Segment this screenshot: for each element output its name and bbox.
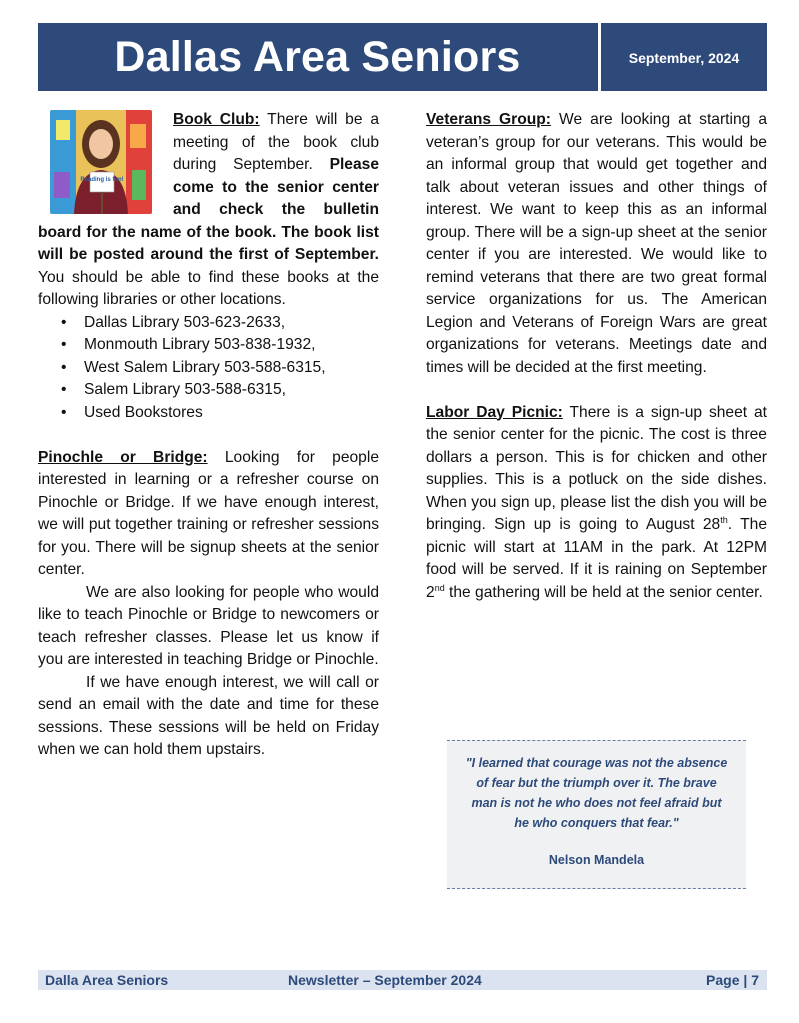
picnic-heading: Labor Day Picnic: <box>426 403 563 421</box>
photo-spacer <box>38 109 173 213</box>
page-number: Page | 7 <box>706 972 759 988</box>
list-item: • Monmouth Library 503-838-1932, <box>61 336 316 353</box>
pinochle-sessions-paragraph: If we have enough interest, we will call or send an email with the date and time for these sessions. These sessions will be held on Friday when we can hold them upstairs. <box>38 673 379 758</box>
left-column <box>38 109 379 762</box>
book-club-heading: Book Club: <box>173 111 260 128</box>
quote-box <box>447 740 746 889</box>
list-item: • Used Bookstores <box>61 403 203 421</box>
book-club-emphasis: Please come to the senior center and check the bulletin board for the name of the book. The book list will be posted around the first of September. <box>38 156 379 263</box>
issue-date: September, 2024 <box>628 50 740 66</box>
pinochle-heading: Pinochle or Bridge: <box>38 448 208 466</box>
footer-publication: Dalla Area Seniors <box>45 972 169 988</box>
list-item: • Dallas Library 503-623-2633, <box>61 313 286 331</box>
quote-author: Nelson Mandela <box>548 853 645 867</box>
book-club-paragraph: Book Club: There will be a meeting of the book club during September. Please come to the senior center and check the bulletin board for the name of the book. The book list will be posted around the first of September. You should be able to find these books at the following libraries or other locations. <box>38 111 379 308</box>
pinochle-paragraph: Pinochle or Bridge: Looking for people interested in learning or a refresher course on Pinochle or Bridge. If we have enough interest, we will put together training or refresher sessions for you. There will be signup sheets at the senior center. <box>38 448 379 578</box>
page-footer <box>38 970 767 990</box>
veterans-paragraph: Veterans Group: We are looking at starting a veteran’s group for our veterans. This would be an informal group that would get together and talk about veteran issues and other things of interest. We want to keep this as an informal group. There will be a sign-up sheet at the senior center if you are interested. We would like to remind veterans that there are two great formal service organizations for us. The American Legion and Veterans of Foreign Wars are great organizations for veterans. Meetings date and times will be decided at the first meeting. <box>426 111 767 376</box>
quote-text: "I learned that courage was not the absence of fear but the triumph over it. The brave man is not he who does not feel afraid but he who conquers that fear." <box>465 756 728 830</box>
pinochle-teachers-paragraph: We are also looking for people who would like to teach Pinochle or Bridge to newcomers or teach refresher classes. Please let us know if you are interested in teaching Bridge or Pinochle. <box>38 583 379 668</box>
masthead <box>38 23 767 91</box>
right-column <box>426 109 767 604</box>
veterans-heading: Veterans Group: <box>426 111 552 128</box>
newsletter-title: Dallas Area Seniors <box>114 33 521 81</box>
picnic-paragraph: Labor Day Picnic: There is a sign-up sheet at the senior center for the picnic. The cost is three dollars a person. This is for chicken and other supplies. This is a potluck on the side dishes. When you sign up, please list the dish you will be bringing. Sign up is going to August 28th. The picnic will start at 11AM in the park. At 12PM food will be served. If it is raining on September 2nd the gathering will be held at the senior center. <box>426 403 767 601</box>
sign-text: Reading is fun! <box>80 177 124 183</box>
footer-issue: Newsletter – September 2024 <box>288 972 482 988</box>
list-item: • Salem Library 503-588-6315, <box>61 381 286 398</box>
list-item: • West Salem Library 503-588-6315, <box>61 358 326 376</box>
library-list <box>38 312 379 425</box>
